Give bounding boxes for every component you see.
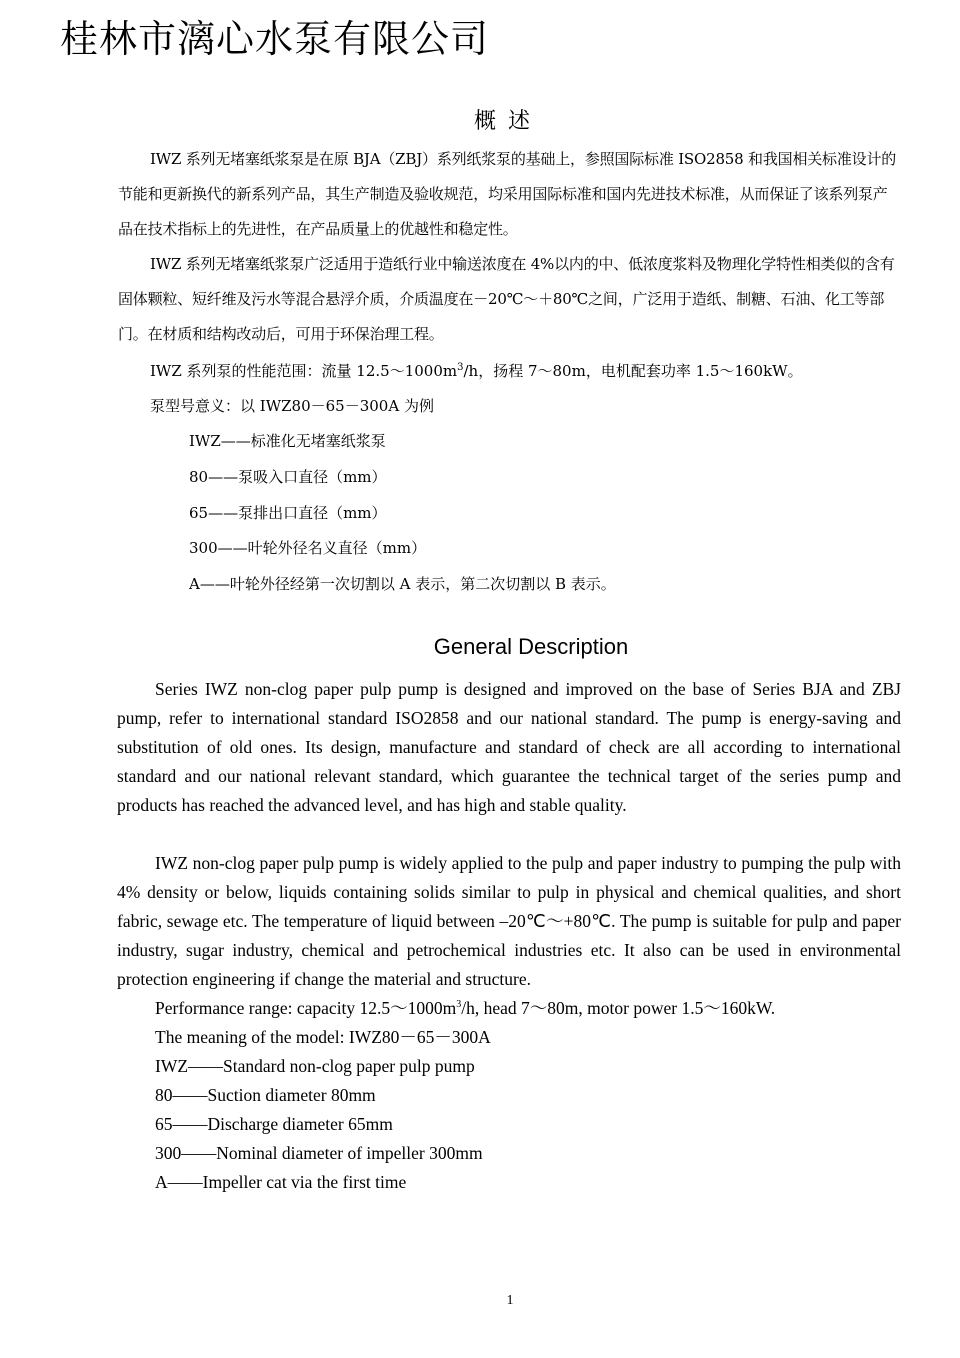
english-performance-range (155, 994, 775, 1023)
chinese-paragraph-1: IWZ 系列无堵塞纸浆泵是在原 BJA（ZBJ）系列纸浆泵的基础上，参照国际标准 ISO2858 和我国相关标准设计的节能和更新换代的新系列产品，其生产制造及验收规范，均采用国际标准和国内先进技术标准，从而保证了该系列泵产品在技术指标上的先进性，在产品质量上的优越性和稳定性。 (118, 150, 897, 238)
english-performance-range-unit: /h, head 7～80m, motor power 1.5～160kW. (461, 998, 776, 1018)
english-model-line: 300——Nominal diameter of impeller 300mm (155, 1143, 483, 1163)
english-paragraph-1: Series IWZ non-clog paper pulp pump is designed and improved on the base of Series BJA and ZBJ pump, refer to international standard ISO2858 and our national standard. The pump is energy-saving and substitution of old ones. Its design, manufacture and standard of check are all according to international standard and our national relevant standard, which guarantee the technical target of the series pump and products has reached the advanced level, and has high and stable quality. (117, 679, 901, 815)
chinese-section-title: 概述 (473, 109, 542, 134)
chinese-performance-superscript: 3 (457, 362, 464, 373)
english-model-line: A——Impeller cat via the first time (155, 1172, 407, 1192)
english-model-line: 80——Suction diameter 80mm (155, 1085, 376, 1105)
chinese-model-line: 65——泵排出口直径（mm） (189, 504, 387, 522)
chinese-model-intro: 泵型号意义：以 IWZ80－65－300A 为例 (150, 397, 434, 415)
chinese-performance-range-text: IWZ 系列泵的性能范围：流量 12.5～1000m (150, 362, 458, 380)
english-model-line: IWZ——Standard non-clog paper pulp pump (155, 1056, 475, 1076)
english-model-intro: The meaning of the model: IWZ80－65－300A (155, 1027, 491, 1047)
company-name: 桂林市漓心水泵有限公司 (60, 17, 490, 61)
english-performance-superscript: 3 (456, 999, 462, 1011)
chinese-performance-range (150, 361, 803, 381)
english-performance-range-text: Performance range: capacity 12.5～1000m (155, 998, 457, 1018)
english-paragraph-2: IWZ non-clog paper pulp pump is widely applied to the pulp and paper industry to pumping the pulp with 4% density or below, liquids containing solids similar to pulp in physical and chemical qualities, and short fabric, sewage etc. The temperature of liquid between –20℃～+80℃. The pump is suitable for pulp and paper industry, sugar industry, chemical and petrochemical industries etc. It also can be used in environmental protection engineering if change the material and structure. (117, 853, 901, 989)
chinese-paragraph-2: IWZ 系列无堵塞纸浆泵广泛适用于造纸行业中输送浓度在 4%以内的中、低浓度浆料及物理化学特性相类似的含有固体颗粒、短纤维及污水等混合悬浮介质，介质温度在－20℃～＋80℃之间，广泛用于造纸、制糖、石油、化工等部门。在材质和结构改动后，可用于环保治理工程。 (118, 255, 895, 343)
english-section-title: General Description (433, 634, 629, 659)
chinese-performance-range-unit: /h，扬程 7～80m，电机配套功率 1.5～160kW。 (463, 362, 803, 380)
chinese-model-line: A——叶轮外径经第一次切割以 A 表示，第二次切割以 B 表示。 (189, 575, 616, 593)
chinese-model-line: 300——叶轮外径名义直径（mm） (189, 539, 427, 557)
chinese-model-line: IWZ——标准化无堵塞纸浆泵 (189, 432, 386, 450)
english-model-line: 65——Discharge diameter 65mm (155, 1114, 393, 1134)
chinese-model-line: 80——泵吸入口直径（mm） (189, 468, 387, 486)
page-number: 1 (506, 1293, 514, 1308)
